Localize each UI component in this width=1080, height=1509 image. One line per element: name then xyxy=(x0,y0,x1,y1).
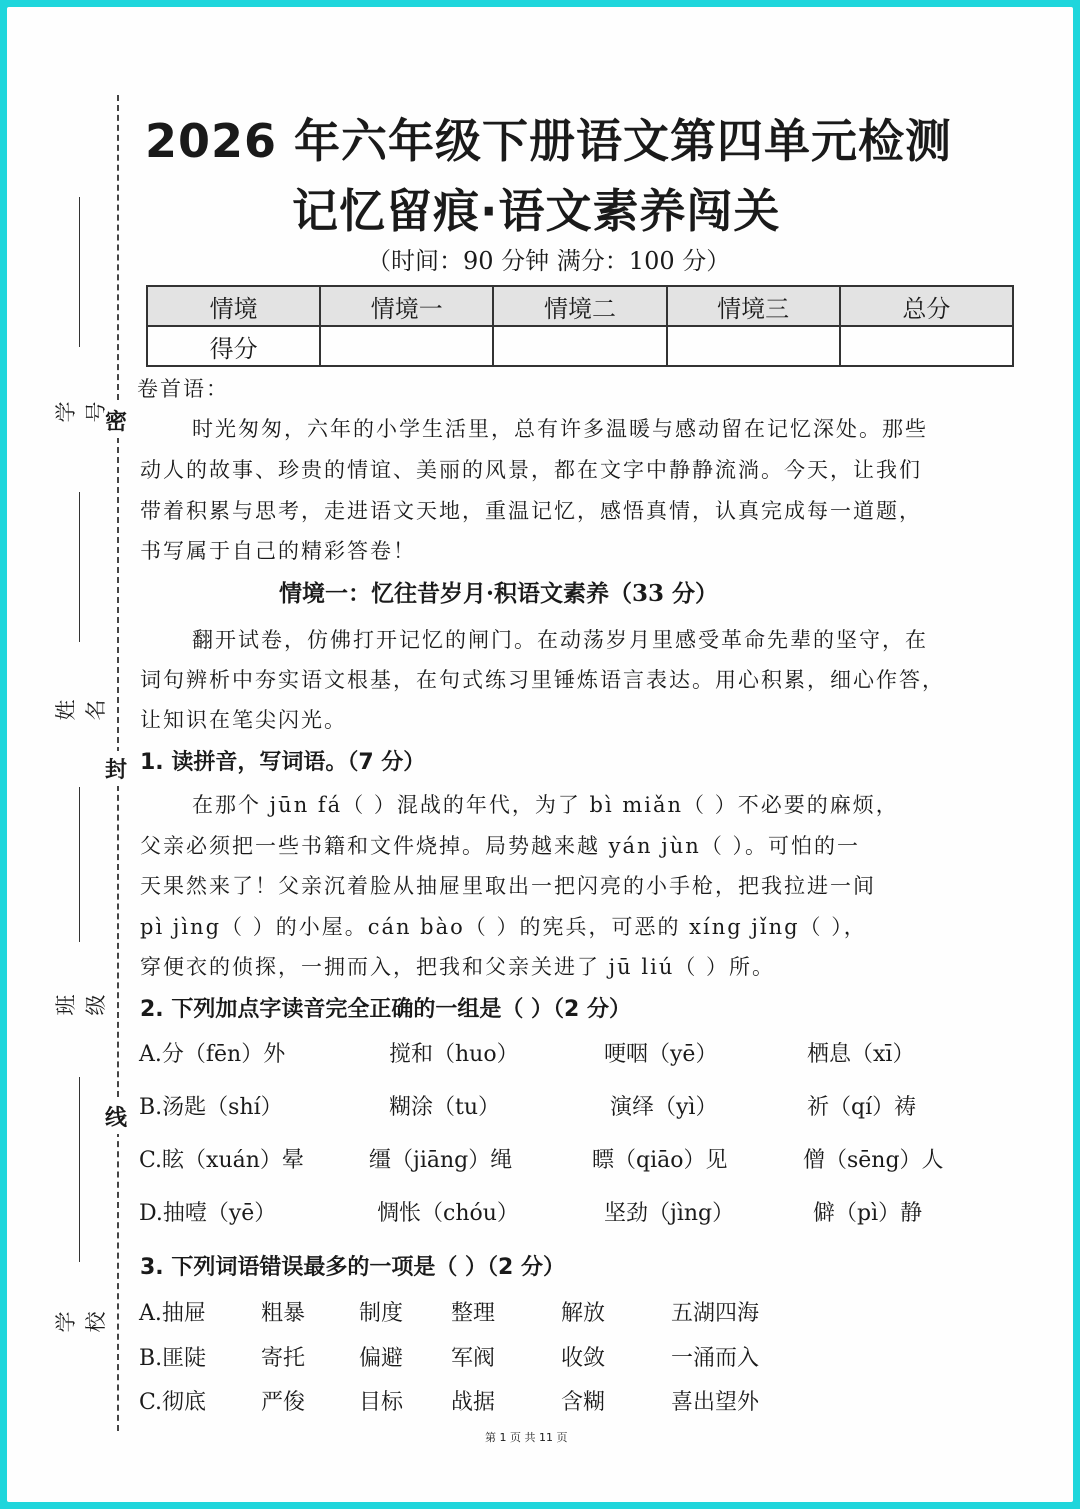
q2-option-c-item: 僧（sēng）人 xyxy=(803,1148,944,1173)
q3-option-b-word: 偏避 xyxy=(359,1346,404,1371)
q2-option-a-item: 哽咽（yē） xyxy=(604,1042,718,1067)
score-header-cell: 总分 xyxy=(840,286,1013,326)
section1-intro-line: 翻开试卷，仿佛打开记忆的闸门。在动荡岁月里感受革命先辈的坚守，在 xyxy=(192,628,928,652)
q3-option-b-word: 收敛 xyxy=(561,1346,606,1371)
q3-option-c-word: 含糊 xyxy=(561,1390,606,1415)
preface-line: 书写属于自己的精彩答卷！ xyxy=(140,539,416,563)
q2-option-b-item: B.汤匙（shí） xyxy=(139,1095,283,1120)
section1-intro-line: 词句辨析中夯实语文根基，在句式练习里锤炼语言表达。用心积累，细心作答， xyxy=(140,668,945,692)
q2-option-c-item: 瞟（qiāo）见 xyxy=(592,1148,728,1173)
q2-option-d-item: D.抽噎（yē） xyxy=(139,1201,277,1226)
student-id-line[interactable] xyxy=(79,197,80,347)
question3-title: 3. 下列词语错误最多的一项是（ ）（2 分） xyxy=(140,1255,565,1280)
exam-page xyxy=(7,7,1073,1502)
q2-option-a-item: 搅和（huo） xyxy=(389,1042,519,1067)
class-label: 班级 xyxy=(54,988,108,1016)
q2-option-b-item: 糊涂（tu） xyxy=(389,1095,501,1120)
preface-line: 时光匆匆，六年的小学生活里，总有许多温暖与感动留在记忆深处。那些 xyxy=(192,417,928,441)
q2-option-c-item: C.眩（xuán）晕 xyxy=(139,1148,304,1173)
class-line[interactable] xyxy=(79,787,80,942)
q2-option-c-item: 缰（jiāng）绳 xyxy=(369,1148,513,1173)
question1-title: 1. 读拼音，写词语。（7 分） xyxy=(140,750,426,775)
question1-line: 天果然来了！父亲沉着脸从抽屉里取出一把闪亮的小手枪，把我拉进一间 xyxy=(140,874,876,898)
q2-option-b-item: 演绎（yì） xyxy=(610,1095,718,1120)
binding-dash-line xyxy=(117,1131,119,1431)
q3-option-a-word: 制度 xyxy=(359,1301,404,1326)
score-cell[interactable] xyxy=(840,326,1013,366)
binding-dash-line xyxy=(117,437,119,753)
question1-line: 穿便衣的侦探，一拥而入，把我和父亲关进了 jū liú（ ）所。 xyxy=(140,955,776,979)
q3-option-a-word: A.抽屉 xyxy=(139,1301,206,1326)
q2-option-d-item: 坚劲（jìng） xyxy=(604,1201,735,1226)
q2-option-a-item: 栖息（xī） xyxy=(807,1042,915,1067)
q2-option-b-item: 祈（qí）祷 xyxy=(807,1095,917,1120)
seal-char-xian: 线 xyxy=(105,1099,127,1134)
score-table xyxy=(146,285,1014,367)
preface-line: 带着积累与思考，走进语文天地，重温记忆，感悟真情，认真完成每一道题， xyxy=(140,499,922,523)
exam-title: 2026 年六年级下册语文第四单元检测 xyxy=(145,114,953,168)
binding-dash-line xyxy=(117,785,119,1097)
seal-char-mi: 密 xyxy=(105,403,127,438)
q3-option-a-word: 粗暴 xyxy=(261,1301,306,1326)
question1-line: pì jìng（ ）的小屋。cán bào（ ）的宪兵，可恶的 xíng jǐng（ ）， xyxy=(140,915,867,939)
school-line[interactable] xyxy=(79,1077,80,1262)
page-number: 第 1 页 共 11 页 xyxy=(485,1431,568,1444)
score-header-cell: 情境 xyxy=(147,286,320,326)
exam-time-score: （时间：90 分钟 满分：100 分） xyxy=(367,247,731,275)
score-row-label: 得分 xyxy=(147,326,320,366)
score-cell[interactable] xyxy=(667,326,840,366)
student-id-label: 学号 xyxy=(54,395,108,423)
score-table-score-row xyxy=(147,326,1013,366)
score-header-cell: 情境二 xyxy=(493,286,666,326)
school-label: 学校 xyxy=(54,1305,108,1333)
q2-option-a-item: A.分（fēn）外 xyxy=(139,1042,286,1067)
q2-option-d-item: 惆怅（chóu） xyxy=(377,1201,519,1226)
score-header-cell: 情境一 xyxy=(320,286,493,326)
q3-option-c-word: 严俊 xyxy=(261,1390,306,1415)
q3-option-a-word: 整理 xyxy=(451,1301,496,1326)
name-line[interactable] xyxy=(79,492,80,642)
q3-option-b-word: B.匪陡 xyxy=(139,1346,207,1371)
binding-dash-line xyxy=(117,95,119,400)
score-header-cell: 情境三 xyxy=(667,286,840,326)
seal-char-feng: 封 xyxy=(105,751,127,786)
section1-title: 情境一：忆往昔岁月·积语文素养（33 分） xyxy=(279,580,719,607)
question1-line: 在那个 jūn fá（ ）混战的年代，为了 bì miǎn（ ）不必要的麻烦， xyxy=(192,793,899,817)
q3-option-c-word: C.彻底 xyxy=(139,1390,207,1415)
section1-intro-line: 让知识在笔尖闪光。 xyxy=(140,708,347,732)
question1-line: 父亲必须把一些书籍和文件烧掉。局势越来越 yán jùn（ ）。可怕的一 xyxy=(140,834,860,858)
score-table-header-row xyxy=(147,286,1013,326)
q3-option-c-word: 战据 xyxy=(451,1390,496,1415)
q3-option-b-word: 一涌而入 xyxy=(671,1346,760,1371)
q3-option-a-word: 五湖四海 xyxy=(671,1301,760,1326)
q3-option-c-word: 目标 xyxy=(359,1390,404,1415)
question2-title: 2. 下列加点字读音完全正确的一组是（ ）（2 分） xyxy=(140,997,631,1022)
q2-option-d-item: 僻（pì）静 xyxy=(813,1201,923,1226)
q3-option-b-word: 军阀 xyxy=(451,1346,496,1371)
score-cell[interactable] xyxy=(320,326,493,366)
score-cell[interactable] xyxy=(493,326,666,366)
name-label: 姓名 xyxy=(54,693,108,721)
preface-label: 卷首语： xyxy=(137,377,229,401)
exam-subtitle-theme: 记忆留痕·语文素养闯关 xyxy=(292,184,781,238)
q3-option-a-word: 解放 xyxy=(561,1301,606,1326)
q3-option-b-word: 寄托 xyxy=(261,1346,306,1371)
preface-line: 动人的故事、珍贵的情谊、美丽的风景，都在文字中静静流淌。今天，让我们 xyxy=(140,458,922,482)
q3-option-c-word: 喜出望外 xyxy=(671,1390,760,1415)
